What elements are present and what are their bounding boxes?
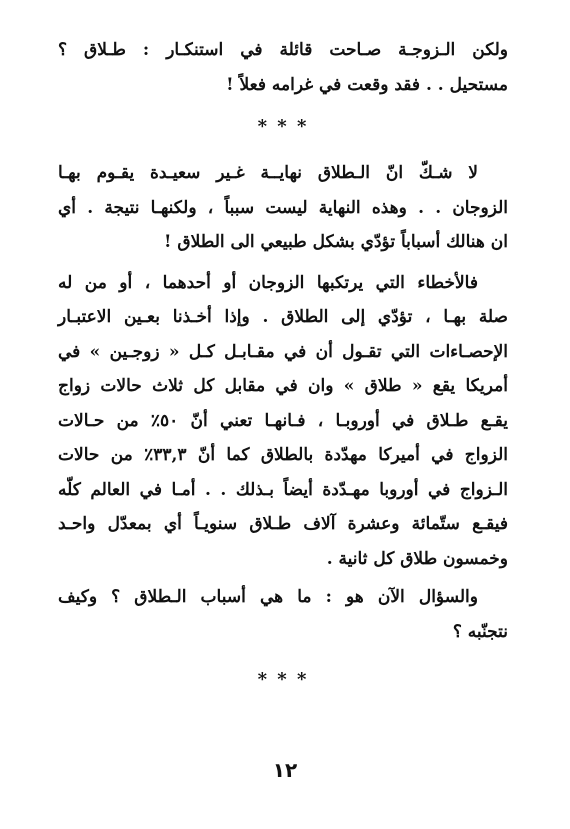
section-separator: * * *	[257, 669, 309, 690]
text-line: ان هنالك أسباباً تؤدّي بشكل طبيعي الى الطلاق !	[164, 232, 508, 252]
paragraph-2	[58, 163, 508, 267]
text-line: الزواج في أميركا مهدّدة بالطلاق كما أنّ ٣٣,٣٪ من حالات	[58, 445, 508, 465]
text-line: أمريكا يقع « طلاق » وان في مقابل كل ثلاث حالات زواج	[58, 376, 508, 396]
paragraph-4	[58, 587, 508, 656]
text-line: لا شـكّ انّ الـطلاق نهايــة غـير سعيـدة يقـوم بهـا	[58, 163, 478, 183]
paragraph-1	[58, 40, 508, 109]
text-line: نتجنّبه ؟	[452, 621, 508, 642]
paragraph-3	[58, 273, 508, 584]
text-line: فيقـع ستّمائة وعشرة آلاف طـلاق سنويـاً أي بمعدّل واحـد	[58, 514, 508, 534]
section-separator: * * *	[257, 116, 309, 137]
text-line: الإحصـاءات التي تقـول أن في مقـابـل كـل « زوجـين » في	[58, 341, 508, 362]
page-number: ١٢	[272, 758, 298, 782]
text-line: وخمسون طلاق كل ثانية .	[326, 548, 508, 569]
text-line: ولكن الـزوجـة صـاحت قائلة في استنكـار : طـلاق ؟	[58, 40, 508, 60]
text-line: فالأخطاء التي يرتكبها الزوجان أو أحدهما ، أو من له	[58, 272, 478, 293]
text-line: الـزواج في أوروبا مهـدّدة أيضاً بـذلك . . أمـا في العالم كلّه	[58, 479, 508, 500]
text-line: صلة بهـا ، تؤدّي إلى الطلاق . وإذا أخـذنا بعـين الاعتبـار	[58, 307, 508, 327]
text-line: يقـع طـلاق في أوروبـا ، فـانهـا تعني أنّ ٥٠٪ من حـالات	[58, 410, 508, 431]
text-line: والسؤال الآن هو : ما هي أسباب الـطلاق ؟ وكيف	[58, 587, 478, 607]
text-line: الزوجان . . وهذه النهاية ليست سبباً ، ولكنهـا نتيجة . أي	[58, 197, 508, 218]
text-line: مستحيل . . فقد وقعت في غرامه فعلاً !	[226, 74, 508, 95]
book-page	[58, 40, 508, 690]
